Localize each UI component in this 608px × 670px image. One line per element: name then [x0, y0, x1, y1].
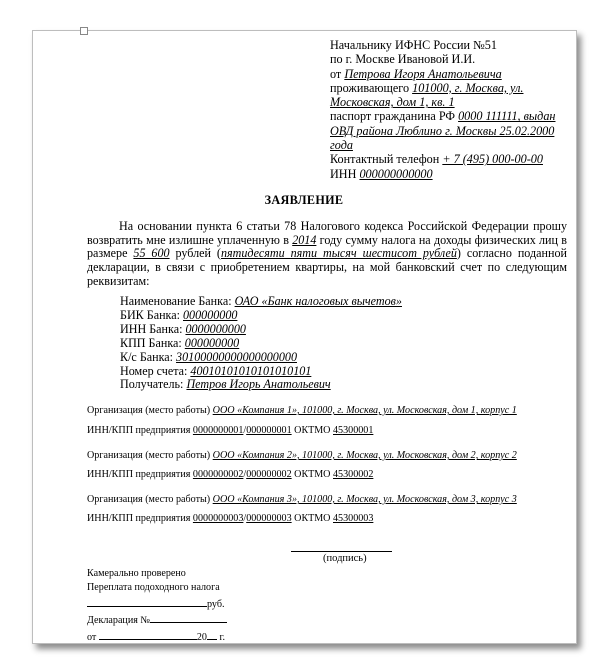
org-2-line: Организация (место работы) ООО «Компания 2», 101000, г. Москва, ул. Московская, дом 2, корпус 2	[87, 450, 517, 461]
declaration-number-blank	[150, 612, 227, 623]
refund-amount: 55 600	[133, 246, 170, 261]
org-2-innkpp: ИНН/КПП предприятия 0000000002/000000002 ОКТМО 45300002	[87, 469, 374, 480]
phone-line: Контактный телефон + 7 (495) 000-00-00	[330, 152, 543, 167]
date-blank	[99, 629, 197, 640]
year-blank	[207, 629, 217, 640]
org-1-innkpp: ИНН/КПП предприятия 0000000001/000000001 ОКТМО 45300001	[87, 425, 374, 436]
passport-line3: года	[330, 138, 353, 153]
phone-value: + 7 (495) 000-00-00	[442, 152, 543, 167]
bank-recipient-row: Получатель: Петров Игорь Анатольевич	[120, 377, 331, 392]
signature-line	[291, 551, 392, 552]
bank-inn-row: ИНН Банка: 0000000000	[120, 321, 246, 336]
tax-year: 2014	[292, 232, 317, 247]
inn-value: 000000000000	[359, 166, 433, 181]
address-line1: проживающего 101000, г. Москва, ул.	[330, 80, 524, 95]
bank-bik-row: БИК Банка: 000000000	[120, 307, 238, 322]
request-paragraph: На основании пункта 6 статьи 78 Налогового кодекса Российской Федерации прошу возвратить мне излишне уплаченную в 2014 году сумму налога на доходы физических лиц в размере 55 600 рублей (пятидесяти пяти тысяч шестисот рублей) согласно поданной декларации, в связи с приобретением квартиры, на мой банковский счет по следующим реквизитам:	[87, 219, 567, 288]
overpayment-blank	[87, 596, 207, 607]
passport-line1: паспорт гражданина РФ 0000 111111, выдан	[330, 109, 556, 124]
declaration-line: Декларация №	[87, 612, 227, 628]
addressee-line1: Начальнику ИФНС России №51	[330, 38, 497, 52]
overpayment-line: Переплата подоходного налога	[87, 582, 220, 594]
bank-name-row: Наименование Банка: ОАО «Банк налоговых вычетов»	[120, 294, 402, 308]
addressee-block	[330, 38, 570, 181]
applicant-name: Петрова Игоря Анатольевича	[344, 66, 502, 81]
anchor-marker-icon	[80, 27, 88, 35]
passport-line2: ОВД района Люблино г. Москвы 25.02.2000	[330, 123, 555, 138]
document-title: ЗАЯВЛЕНИЕ	[264, 193, 344, 207]
addressee-line2: по г. Москве Ивановой И.И.	[330, 52, 476, 67]
date-line: от 20 г.	[87, 629, 227, 645]
checked-line: Камерально проверено	[87, 568, 186, 579]
signature-label: (подпись)	[323, 553, 367, 564]
address-line2: Московская, дом 1, кв. 1	[330, 95, 455, 110]
bank-details	[120, 295, 402, 392]
org-3-line: Организация (место работы) ООО «Компания 3», 101000, г. Москва, ул. Московская, дом 3, корпус 3	[87, 494, 517, 505]
bank-ks-row: К/с Банка: 30100000000000000000	[120, 349, 297, 364]
tax-office-notes	[87, 567, 227, 645]
from-line: от Петрова Игоря Анатольевича	[330, 66, 502, 81]
refund-amount-words: пятидесяти пяти тысяч шестисот рублей	[220, 246, 457, 261]
org-1-line: Организация (место работы) ООО «Компания 1», 101000, г. Москва, ул. Московская, дом 1, корпус 1	[87, 405, 517, 416]
bank-kpp-row: КПП Банка: 000000000	[120, 335, 240, 350]
inn-line: ИНН 000000000000	[330, 166, 433, 181]
bank-account-row: Номер счета: 40010101010101010101	[120, 363, 312, 378]
overpayment-amount-line: руб.	[87, 596, 227, 612]
org-3-innkpp: ИНН/КПП предприятия 0000000003/000000003 ОКТМО 45300003	[87, 513, 374, 524]
